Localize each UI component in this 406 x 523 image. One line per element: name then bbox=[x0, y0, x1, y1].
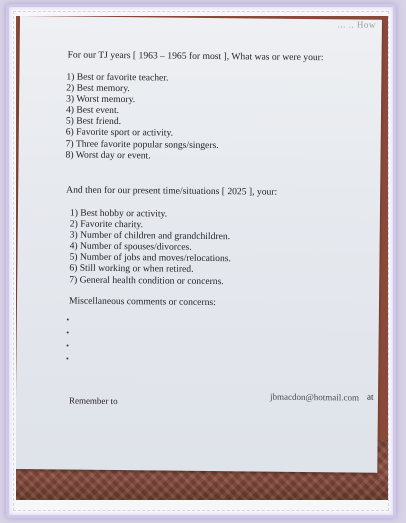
list-item: 1) Best hobby or activity. bbox=[69, 207, 168, 220]
list-item: 1) Best or favorite teacher. bbox=[66, 71, 169, 84]
list-item: 7) General health condition or concerns. bbox=[69, 274, 224, 287]
list-item: 3) Number of children and grandchildren. bbox=[69, 229, 231, 243]
paper-sheet bbox=[16, 16, 382, 473]
tj-intro: For our TJ years [ 1963 – 1965 for most ], What was or were your: bbox=[67, 49, 324, 64]
list-item: 8) Worst day or event. bbox=[65, 149, 151, 162]
list-item: 6) Favorite sport or activity. bbox=[65, 126, 174, 140]
list-item: 2) Best memory. bbox=[66, 82, 130, 95]
corner-text-fragment: ... .. How bbox=[337, 19, 376, 30]
bullet-dot bbox=[67, 319, 69, 321]
document-photo bbox=[16, 16, 388, 500]
misc-label: Miscellaneous comments or concerns: bbox=[68, 295, 216, 309]
list-item: 3) Worst memory. bbox=[66, 93, 136, 106]
remember-label: Remember to bbox=[68, 395, 118, 407]
present-questions-list bbox=[69, 208, 231, 287]
list-item: 6) Still working or when retired. bbox=[69, 262, 194, 276]
present-intro: And then for our present time/situations [ 2025 ], your: bbox=[66, 184, 278, 198]
list-item: 2) Favorite charity. bbox=[69, 218, 144, 231]
bullet-dot bbox=[67, 332, 69, 334]
email-address: jbmacdon@hotmail.com bbox=[269, 391, 360, 403]
list-item: 4) Best event. bbox=[65, 104, 120, 117]
blank-bullet-lines bbox=[66, 319, 69, 371]
email-suffix: at bbox=[366, 391, 374, 402]
tj-questions-list bbox=[65, 71, 219, 161]
list-item: 7) Three favorite popular songs/singers. bbox=[65, 138, 219, 151]
list-item: 5) Best friend. bbox=[65, 115, 122, 128]
bullet-dot bbox=[67, 345, 69, 347]
list-item: 4) Number of spouses/divorces. bbox=[69, 240, 192, 254]
list-item: 5) Number of jobs and moves/relocations. bbox=[69, 251, 231, 265]
bullet-dot bbox=[66, 358, 68, 360]
